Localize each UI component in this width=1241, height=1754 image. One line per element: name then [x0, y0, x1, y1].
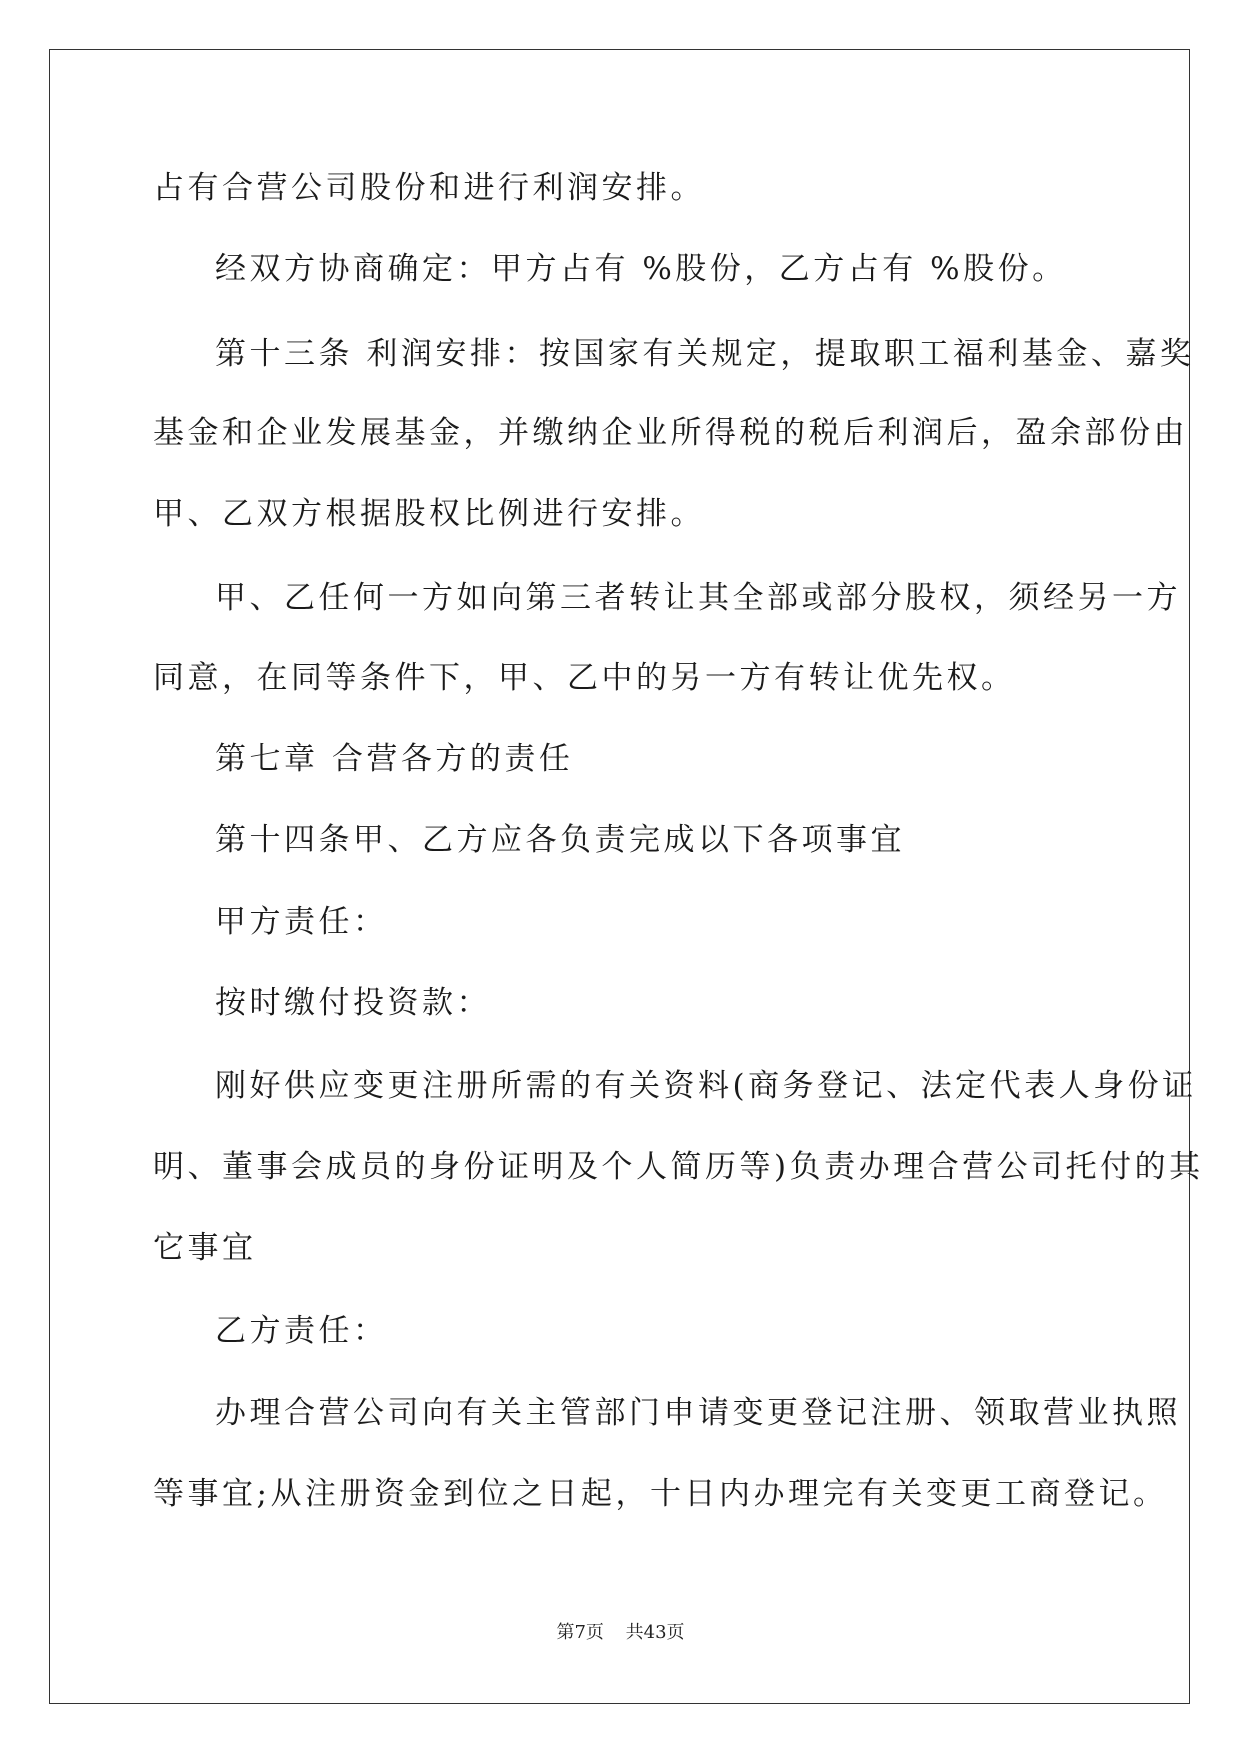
paragraph-line: 办理合营公司向有关主管部门申请变更登记注册、领取营业执照 — [215, 1395, 1181, 1431]
page-footer — [0, 1618, 1241, 1644]
paragraph-line: 甲、乙任何一方如向第三者转让其全部或部分股权，须经另一方 — [215, 580, 1181, 616]
paragraph-line: 刚好供应变更注册所需的有关资料(商务登记、法定代表人身份证 — [215, 1068, 1197, 1104]
page-number: 第7页 — [556, 1622, 604, 1643]
paragraph-line: 第十三条 利润安排：按国家有关规定，提取职工福利基金、嘉奖 — [215, 336, 1195, 372]
paragraph-line: 明、董事会成员的身份证明及个人简历等)负责办理合营公司托付的其 — [153, 1149, 1204, 1185]
paragraph-line: 等事宜;从注册资金到位之日起，十日内办理完有关变更工商登记。 — [153, 1476, 1168, 1512]
paragraph-line: 同意，在同等条件下，甲、乙中的另一方有转让优先权。 — [153, 660, 1016, 696]
paragraph-line: 甲、乙双方根据股权比例进行安排。 — [153, 496, 705, 532]
paragraph-line: 按时缴付投资款： — [215, 985, 491, 1021]
article-heading: 第十四条甲、乙方应各负责完成以下各项事宜 — [215, 822, 905, 858]
paragraph-line: 占有合营公司股份和进行利润安排。 — [153, 170, 705, 206]
paragraph-line: 它事宜 — [153, 1230, 257, 1266]
paragraph-line: 基金和企业发展基金，并缴纳企业所得税的税后利润后，盈余部份由 — [153, 415, 1188, 451]
paragraph-line: 经双方协商确定：甲方占有 %股份，乙方占有 %股份。 — [215, 251, 1067, 287]
chapter-heading: 第七章 合营各方的责任 — [215, 741, 574, 777]
page-border — [49, 49, 1190, 1704]
page-total: 共43页 — [625, 1622, 685, 1643]
paragraph-line: 乙方责任： — [215, 1313, 388, 1349]
paragraph-line: 甲方责任： — [215, 904, 388, 940]
